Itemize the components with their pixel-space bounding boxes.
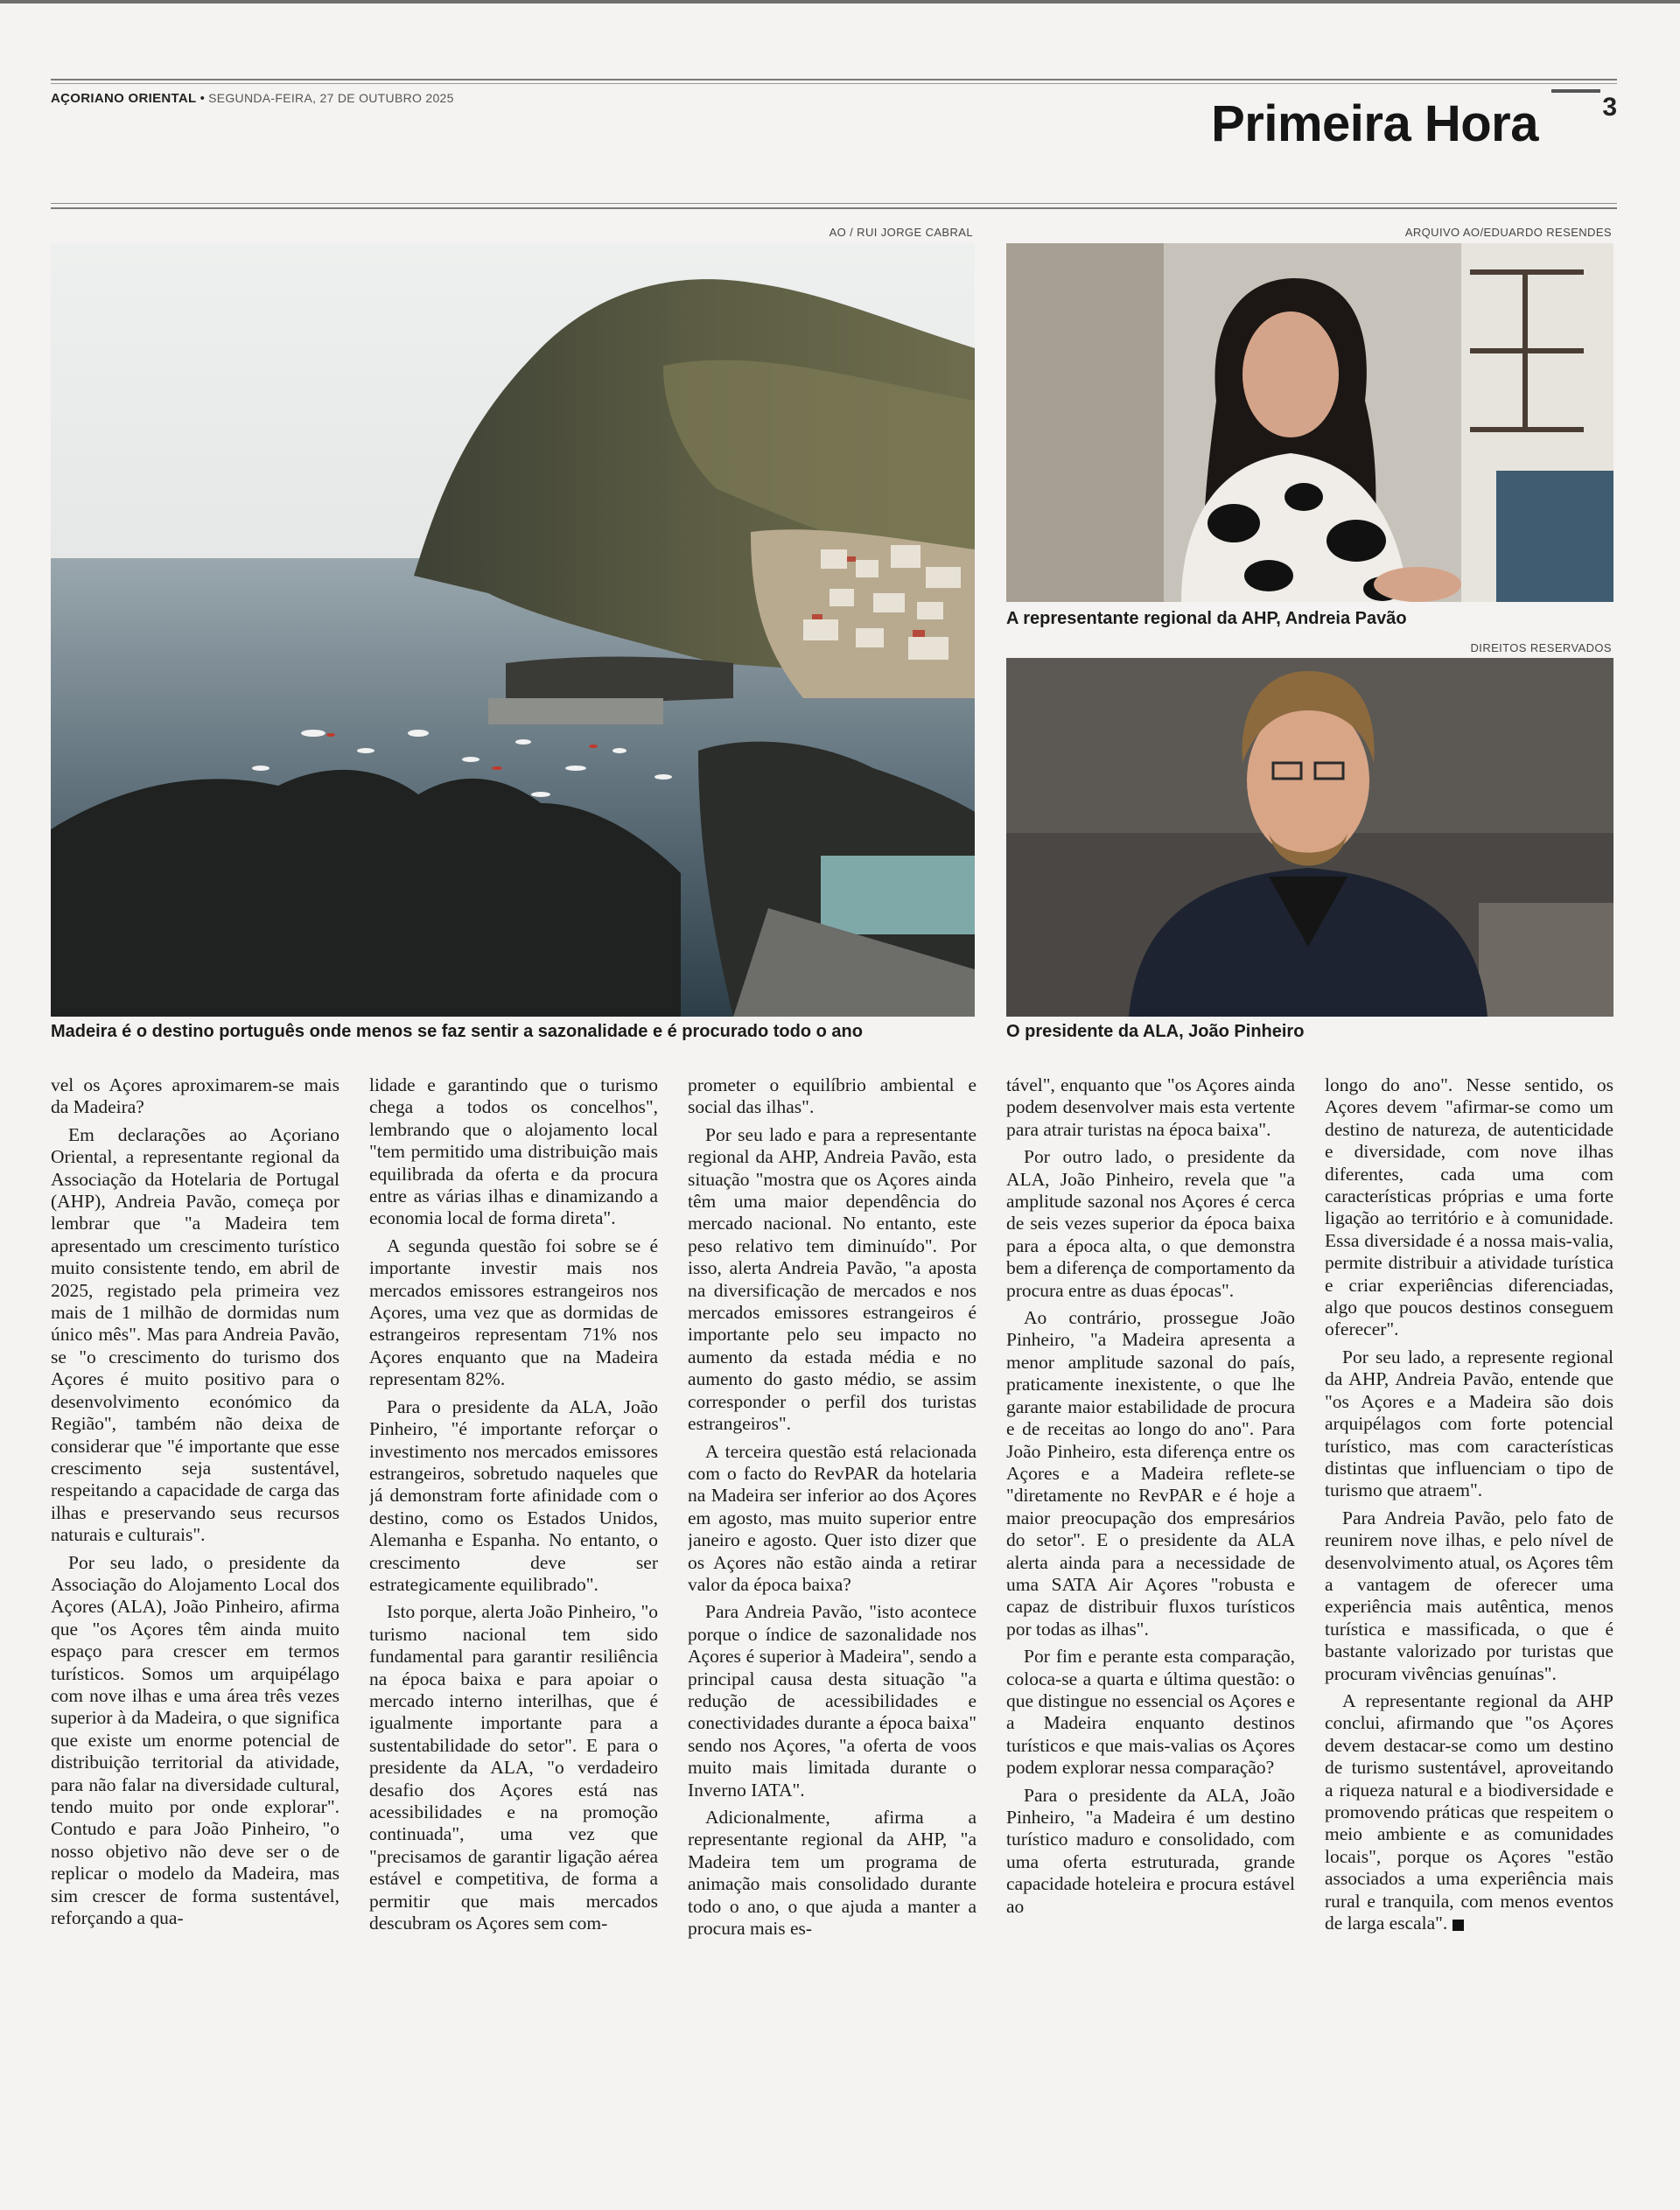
paragraph: longo do ano". Nesse sentido, os Açores devem "afirmar-se como um destino de natureza, de autenticidade e diversidade, com nove ilhas diferentes, cada uma com características próprias e uma forte ligação ao território e à comunidade. Essa diversidade é a nossa mais-valia, permite distribuir a atividade turística e criar experiências diferenciadas, algo que poucos destinos conseguem oferecer".	[1325, 1074, 1614, 1340]
paragraph: A segunda questão foi sobre se é importante investir mais nos mercados emissores estrangeiros nos Açores, uma vez que as dormidas de estrangeiros representam 71% nos Açores enquanto que na Madeira representam 82%.	[369, 1234, 658, 1390]
publication-name: AÇORIANO ORIENTAL	[51, 91, 197, 106]
bottom-right-photo-caption: O presidente da ALA, João Pinheiro	[1006, 1022, 1305, 1041]
top-right-photo-credit: ARQUIVO AO/EDUARDO RESENDES	[1404, 226, 1612, 239]
main-photo-credit: AO / RUI JORGE CABRAL	[829, 226, 973, 239]
publication-line: AÇORIANO ORIENTAL • SEGUNDA-FEIRA, 27 DE OUTUBRO 2025	[51, 91, 454, 106]
article-column-1	[51, 1074, 340, 2124]
publication-date: SEGUNDA-FEIRA, 27 DE OUTUBRO 2025	[208, 91, 454, 105]
paragraph: tável", enquanto que "os Açores ainda podem desenvolver mais esta vertente para atrair turistas na época baixa".	[1006, 1074, 1295, 1140]
article-column-4	[1006, 1074, 1295, 2124]
paragraph: Ao contrário, prossegue João Pinheiro, "a Madeira apresenta a menor amplitude sazonal do país, praticamente inexistente, o que lhe garante maior estabilidade de procura e de receitas ao longo do ano". Para João Pinheiro, esta diferença entre os Açores e a Madeira reflete-se "diretamente no RevPAR e é hoje a maior preocupação dos empresários do setor". E o presidente da ALA alerta ainda para a necessidade de uma SATA Air Açores "robusta e capaz de distribuir fluxos turísticos por todas as ilhas".	[1006, 1307, 1295, 1640]
paragraph: Para o presidente da ALA, João Pinheiro, "é importante reforçar o investimento nos mercados emissores estrangeiros, sobretudo naqueles que já demonstram forte afinidade com o destino, como os Estados Unidos, Alemanha e Espanha. No entanto, o crescimento deve ser estrategicamente equilibrado".	[369, 1395, 658, 1595]
paragraph: Para Andreia Pavão, pelo fato de reunirem nove ilhas, e pelo nível de desenvolvimento atual, os Açores têm a vantagem de oferecer uma experiência mais autêntica, menos turística e massificada, o que é bastante valorizado por turistas que procuram vivências genuínas".	[1325, 1507, 1614, 1684]
paragraph: Por seu lado e para a representante regional da AHP, Andreia Pavão, esta situação "mostra que os Açores ainda têm uma maior dependência do mercado nacional. No entanto, este peso relativo tem diminuído". Por isso, alerta Andreia Pavão, "a aposta na diversificação de mercados e nos mercados emissores estrangeiros é importante pelo seu impacto no aumento da estada média e no aumento do gasto médio, se assim corresponder o perfil dos turistas estrangeiros".	[688, 1123, 976, 1435]
photo-andreia-pavao	[1006, 243, 1614, 602]
paragraph: Para o presidente da ALA, João Pinheiro, "a Madeira é um destino turístico maduro e consolidado, com uma oferta estruturada, grande capacidade hoteleira e procura estável ao	[1006, 1784, 1295, 1917]
end-of-article-mark	[1452, 1920, 1464, 1931]
paragraph: Por fim e perante esta comparação, coloca-se a quarta e última questão: o que distingue no essencial os Açores e a Madeira enquanto destinos turísticos e que mais-valias os Açores podem explorar nessa comparação?	[1006, 1646, 1295, 1779]
article-column-3	[688, 1074, 976, 2124]
paragraph: Por outro lado, o presidente da ALA, João Pinheiro, revela que "a amplitude sazonal nos Açores é cerca de seis vezes superior da época baixa para a época alta, o que demonstra bem a diferença de comportamento da procura entre as duas épocas".	[1006, 1146, 1295, 1301]
main-photo-madeira-coast	[51, 243, 975, 1017]
paragraph-final	[1325, 1690, 1614, 1934]
portrait-woman-illustration	[1006, 243, 1614, 602]
paragraph: Adicionalmente, afirma a representante regional da AHP, "a Madeira tem um programa de animação mais consolidado durante todo o ano, o que ajuda a manter a procura mais es-	[688, 1807, 976, 1940]
article-column-5	[1325, 1074, 1614, 2124]
masthead-bottom-rule	[51, 203, 1617, 209]
paragraph: prometer o equilíbrio ambiental e social das ilhas".	[688, 1074, 976, 1118]
portrait-man-illustration	[1006, 658, 1614, 1017]
article-column-2	[369, 1074, 658, 2124]
bottom-right-photo-credit: DIREITOS RESERVADOS	[1470, 641, 1612, 654]
section-title: Primeira Hora	[1211, 95, 1538, 152]
paragraph: Isto porque, alerta João Pinheiro, "o turismo nacional tem sido fundamental para garantir resiliência na época baixa e para apoiar o mercado interno interilhas, que é igualmente importante para a sustentabilidade do setor". E para o presidente da ALA, "o verdadeiro desafio dos Açores está nas acessibilidades e na promoção continuada", uma vez que "precisamos de garantir ligação aérea estável e competitiva, de forma a permitir que mais mercados descubram os Açores sem com-	[369, 1601, 658, 1934]
page-top-border	[0, 0, 1680, 3]
masthead	[51, 79, 1617, 210]
paragraph: Em declarações ao Açoriano Oriental, a representante regional da Associação da Hotelaria de Portugal (AHP), Andreia Pavão, começa por lembrar que "a Madeira tem apresentado um crescimento turístico muito consistente tendo, em abril de 2025, registado pela primeira vez mais de 1 milhão de dormidas num único mês". Mas para Andreia Pavão, se "o crescimento do turismo dos Açores é muito positivo para o desenvolvimento económico da Região", também não deixa de considerar que "é importante que esse crescimento seja sustentável, respeitando a capacidade de carga das ilhas e preservando seus recursos naturais e culturais".	[51, 1123, 340, 1546]
page-number: 3	[1602, 93, 1617, 122]
photo-joao-pinheiro	[1006, 658, 1614, 1017]
paragraph: Para Andreia Pavão, "isto acontece porque o índice de sazonalidade nos Açores é superior à Madeira", sendo a principal causa desta situação "a redução de acessibilidades e conectividades durante a época baixa" sendo nos Açores, "a oferta de voos muito mais limitada durante o Inverno IATA".	[688, 1601, 976, 1801]
paragraph-final-text: A representante regional da AHP conclui, afirmando que "os Açores devem destacar-se como um destino de turismo sustentável, aproveitando a riqueza natural e a biodiversidade e promovendo práticas que respeitem o meio ambiente e as comunidades locais", porque os Açores "estão associados a uma experiência mais rural e tranquila, com menos eventos de larga escala".	[1325, 1689, 1614, 1934]
paragraph: vel os Açores aproximarem-se mais da Madeira?	[51, 1074, 340, 1118]
main-photo-caption: Madeira é o destino português onde menos se faz sentir a sazonalidade e é procurado todo o ano	[51, 1022, 863, 1041]
paragraph: lidade e garantindo que o turismo chega a todos os concelhos", lembrando que o alojamento local "tem permitido uma distribuição mais equilibrada da oferta e da procura entre as várias ilhas e dinamizando a economia local de forma direta".	[369, 1074, 658, 1229]
top-right-photo-caption: A representante regional da AHP, Andreia Pavão	[1006, 609, 1407, 628]
paragraph: A terceira questão está relacionada com o facto do RevPAR da hotelaria na Madeira ser inferior ao dos Açores em agosto, mas muito superior entre janeiro e agosto. Quer isto dizer que os Açores não estão ainda a retirar valor da época baixa?	[688, 1440, 976, 1595]
paragraph: Por seu lado, a represente regional da AHP, Andreia Pavão, entende que "os Açores e a Madeira são dois arquipélagos com forte potencial turístico, mas com características distintas que influenciam o tipo de turismo que atraem".	[1325, 1346, 1614, 1501]
paragraph: Por seu lado, o presidente da Associação do Alojamento Local dos Açores (ALA), João Pinheiro, afirma que "os Açores têm ainda muito espaço para crescer em termos turísticos. Somos um arquipélago com nove ilhas e uma área três vezes superior à da Madeira, o que significa que existe um enorme potencial de distribuição territorial da atividade, para não falar na diversidade cultural, tendo muito por onde explorar". Contudo e para João Pinheiro, "o nosso objetivo não deve ser o de replicar o modelo da Madeira, mas sim crescer de forma sustentável, reforçando a qua-	[51, 1551, 340, 1929]
masthead-top-rule	[51, 79, 1617, 84]
coastline-illustration	[51, 243, 975, 1017]
